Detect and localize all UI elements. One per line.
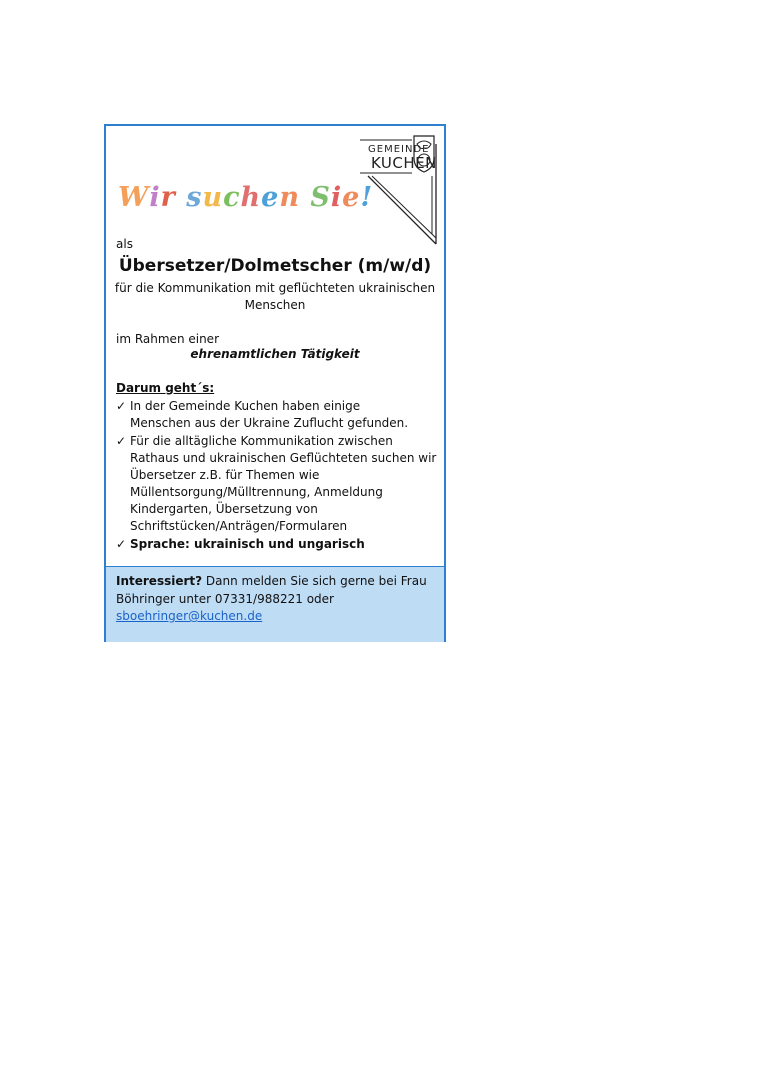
- job-subtitle: [106, 280, 444, 314]
- subtitle-line: Menschen: [244, 298, 306, 312]
- contact-box: [106, 566, 444, 642]
- job-title: Übersetzer/Dolmetscher (m/w/d): [118, 256, 432, 276]
- headline-letter: c: [223, 182, 241, 213]
- email-link[interactable]: sboehringer@kuchen.de: [116, 609, 263, 623]
- list-item: [116, 433, 442, 535]
- list-item: [116, 398, 442, 432]
- checkmark-icon: ✓: [116, 399, 127, 413]
- intro-text: als: [116, 237, 133, 251]
- headline-letter: !: [360, 182, 374, 213]
- checklist: [116, 398, 442, 554]
- headline-space: [176, 182, 186, 213]
- headline-letter: u: [202, 182, 224, 213]
- contact-lead: Interessiert?: [116, 574, 203, 588]
- list-item-text: Für die alltägliche Kommunikation zwischen Rathaus und ukrainischen Geflüchteten suchen wir Übersetzer z.B. für Themen wie Müllentsorgung/Mülltrennung, Anmeldung Kindergarten, Übersetzung von Schriftstücken/Anträgen/Formularen: [130, 434, 437, 533]
- list-item: [116, 536, 442, 553]
- headline-letter: n: [279, 182, 300, 213]
- list-item-line: Menschen aus der Ukraine Zuflucht gefunden.: [130, 416, 409, 430]
- ehrenamt-text: ehrenamtlichen Tätigkeit: [190, 347, 360, 361]
- logo-line2: KUCHEN: [371, 154, 437, 172]
- headline-letter: e: [261, 182, 280, 213]
- logo-line1: GEMEINDE: [368, 144, 430, 155]
- subtitle-line: für die Kommunikation mit geflüchteten ukrainischen: [114, 281, 436, 295]
- list-item-text: Sprache: ukrainisch und ungarisch: [130, 537, 365, 551]
- checkmark-icon: ✓: [116, 537, 127, 551]
- gemeinde-kuchen-logo: [308, 130, 438, 246]
- list-item-line: In der Gemeinde Kuchen haben einige: [130, 399, 361, 413]
- headline-letter: s: [186, 182, 203, 213]
- headline-letter: h: [240, 182, 262, 213]
- checkmark-icon: ✓: [116, 434, 127, 448]
- headline-letter: r: [160, 182, 176, 213]
- section-heading: Darum geht´s:: [116, 381, 215, 395]
- headline-letter: S: [310, 182, 331, 213]
- flyer: [104, 124, 446, 642]
- headline-letter: e: [342, 182, 361, 213]
- list-item-text: [130, 398, 442, 432]
- contact-text: Dann melden Sie sich gerne bei Frau Böhringer unter 07331/988221 oder: [116, 574, 427, 606]
- headline-letter: i: [149, 182, 161, 213]
- headline-letter: W: [118, 182, 150, 213]
- rahmen-text: im Rahmen einer: [116, 332, 220, 346]
- headline-letter: i: [330, 182, 343, 213]
